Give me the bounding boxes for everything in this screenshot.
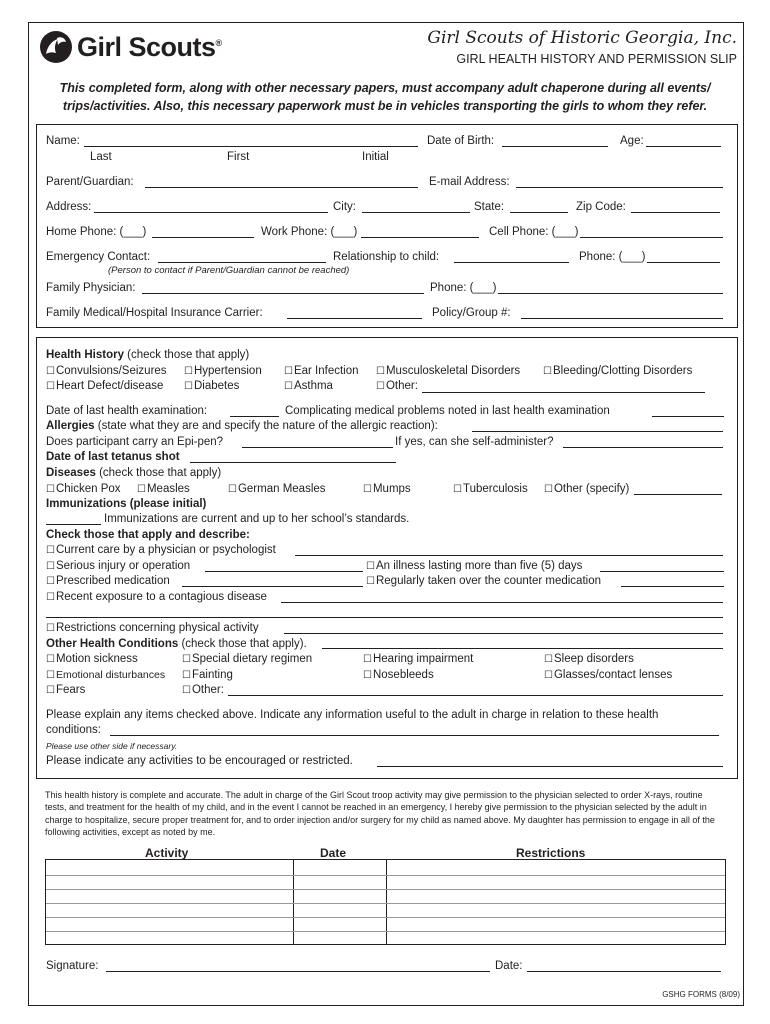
conditions-label: conditions: — [46, 724, 101, 736]
email-label: E-mail Address: — [429, 176, 510, 188]
checkbox-sleep[interactable]: ☐Sleep disorders — [544, 653, 634, 665]
relationship-label: Relationship to child: — [333, 251, 440, 263]
checkbox-measles[interactable]: ☐Measles — [137, 483, 190, 495]
cell-phone-label: Cell Phone: (___) — [489, 226, 579, 238]
table-row[interactable] — [46, 903, 725, 904]
physician-phone-label: Phone: (___) — [430, 282, 497, 294]
checkbox-diabetes[interactable]: ☐Diabetes — [184, 380, 240, 392]
age-field[interactable] — [646, 146, 721, 147]
relationship-field[interactable] — [454, 262, 569, 263]
dob-field[interactable] — [502, 146, 608, 147]
current-care-field[interactable] — [295, 555, 723, 556]
emergency-contact-field[interactable] — [158, 262, 326, 263]
activity-table — [45, 859, 726, 945]
encouraged-label: Please indicate any activities to be encouraged or restricted. — [46, 755, 353, 767]
explain-field[interactable] — [110, 735, 719, 736]
parent-field[interactable] — [145, 187, 418, 188]
last-label: Last — [90, 151, 112, 163]
serious-injury-field[interactable] — [205, 571, 363, 572]
intro-text: This completed form, along with other necessary papers, must accompany adult chaperone during all events/ trips/activities. Also, this necessary paperwork must be in vehicles transporting the girls to whom they refer. — [59, 81, 711, 113]
checkbox-heart[interactable]: ☐Heart Defect/disease — [46, 380, 164, 392]
logo-text: Girl Scouts® — [77, 31, 222, 62]
checkbox-exposure[interactable]: ☐Recent exposure to a contagious disease — [46, 591, 267, 603]
org-name: Girl Scouts of Historic Georgia, Inc. — [427, 28, 737, 48]
checkbox-illness[interactable]: ☐An illness lasting more than five (5) days — [366, 560, 583, 572]
check-describe-heading: Check those that apply and describe: — [46, 529, 250, 541]
checkbox-restrictions[interactable]: ☐Restrictions concerning physical activity — [46, 622, 259, 634]
restrictions-header: Restrictions — [516, 846, 586, 860]
checkbox-other-disease[interactable]: ☐Other (specify) — [544, 483, 630, 495]
checkbox-prescribed[interactable]: ☐Prescribed medication — [46, 575, 170, 587]
checkbox-serious-injury[interactable]: ☐Serious injury or operation — [46, 560, 191, 572]
epipen-field[interactable] — [242, 447, 393, 448]
other-conditions-heading: Other Health Conditions (check those that apply). — [46, 638, 307, 650]
trefoil-logo-icon — [38, 30, 74, 64]
physician-label: Family Physician: — [46, 282, 136, 294]
other-disease-field[interactable] — [634, 494, 722, 495]
insurance-field[interactable] — [287, 318, 422, 319]
form-title: GIRL HEALTH HISTORY AND PERMISSION SLIP — [456, 52, 737, 66]
immunizations-initial-field[interactable] — [46, 524, 101, 525]
table-row[interactable] — [46, 875, 725, 876]
last-exam-label: Date of last health examination: — [46, 405, 208, 417]
checkbox-mumps[interactable]: ☐Mumps — [363, 483, 411, 495]
date-header: Date — [320, 846, 347, 860]
emergency-phone-label: Phone: (___) — [579, 251, 646, 263]
illness-field[interactable] — [600, 571, 724, 572]
zip-field[interactable] — [631, 212, 720, 213]
checkbox-hypertension[interactable]: ☐Hypertension — [184, 365, 262, 377]
insurance-label: Family Medical/Hospital Insurance Carrier: — [46, 307, 263, 319]
address-label: Address: — [46, 201, 92, 213]
table-row[interactable] — [46, 889, 725, 890]
initial-label: Initial — [362, 151, 389, 163]
signature-date-label: Date: — [495, 960, 523, 972]
other-side-note: Please use other side if necessary. — [46, 741, 178, 751]
first-label: First — [227, 151, 250, 163]
restrictions-field[interactable] — [284, 633, 723, 634]
checkbox-musculoskeletal[interactable]: ☐Musculoskeletal Disorders — [376, 365, 521, 377]
signature-field[interactable] — [106, 971, 490, 972]
allergies-heading: Allergies (state what they are and specify the nature of the allergic reaction): — [46, 420, 438, 432]
work-phone-label: Work Phone: (___) — [261, 226, 358, 238]
name-label: Name: — [46, 135, 80, 147]
checkbox-tuberculosis[interactable]: ☐Tuberculosis — [453, 483, 528, 495]
age-label: Age: — [620, 135, 644, 147]
state-field[interactable] — [510, 212, 568, 213]
address-field[interactable] — [94, 212, 328, 213]
city-label: City: — [333, 201, 356, 213]
allergies-field[interactable] — [472, 431, 723, 432]
health-history-heading: Health History (check those that apply) — [46, 349, 250, 361]
checkbox-nosebleeds[interactable]: ☐Nosebleeds — [363, 669, 434, 681]
tetanus-field[interactable] — [190, 462, 396, 463]
checkbox-hearing[interactable]: ☐Hearing impairment — [363, 653, 474, 665]
checkbox-glasses[interactable]: ☐Glasses/contact lenses — [544, 669, 673, 681]
complicating-label: Complicating medical problems noted in last health examination — [285, 405, 610, 417]
dob-label: Date of Birth: — [427, 135, 495, 147]
last-exam-field[interactable] — [230, 416, 279, 417]
checkbox-chicken-pox[interactable]: ☐Chicken Pox — [46, 483, 121, 495]
table-row[interactable] — [46, 931, 725, 932]
home-phone-label: Home Phone: (___) — [46, 226, 147, 238]
otc-field[interactable] — [621, 586, 724, 587]
self-admin-field[interactable] — [563, 447, 723, 448]
explain-text: Please explain any items checked above. Indicate any information useful to the adult in charge in relation to these health — [46, 709, 659, 721]
checkbox-asthma[interactable]: ☐Asthma — [284, 380, 333, 392]
table-row[interactable] — [46, 917, 725, 918]
signature-date-field[interactable] — [527, 971, 721, 972]
work-phone-field[interactable] — [361, 237, 479, 238]
other-history-field[interactable] — [422, 392, 705, 393]
checkbox-fears[interactable]: ☐Fears — [46, 684, 86, 696]
zip-label: Zip Code: — [576, 201, 626, 213]
home-phone-field[interactable] — [152, 237, 254, 238]
name-field[interactable] — [84, 146, 418, 147]
checkbox-otc[interactable]: ☐Regularly taken over the counter medication — [366, 575, 601, 587]
checkbox-fainting[interactable]: ☐Fainting — [182, 669, 233, 681]
tetanus-label: Date of last tetanus shot — [46, 451, 180, 463]
signature-label: Signature: — [46, 960, 99, 972]
checkbox-motion-sickness[interactable]: ☐Motion sickness — [46, 653, 138, 665]
epipen-label: Does participant carry an Epi-pen? — [46, 436, 224, 448]
form-code: GSHG FORMS (8/09) — [662, 990, 740, 999]
other-condition-field[interactable] — [228, 695, 723, 696]
permission-text: This health history is complete and accurate. The adult in charge of the Girl Scout troop activity may give permission to the physician selected to order X-rays, routine tests, and treatment for the health of my child, and in the event I cannot be reached in an emergency, I hereby give permission to the physician selected by the adult in charge to hospitalize, secure proper treatment for, and to order injection and/or surgery for my child as named above. My daughter has permission to engage in all of the following activities, except as noted by me. — [45, 790, 715, 837]
email-field[interactable] — [516, 187, 723, 188]
policy-field[interactable] — [521, 318, 723, 319]
exposure-field[interactable] — [281, 602, 723, 603]
checkbox-other-history[interactable]: ☐Other: — [376, 380, 418, 392]
cell-phone-field[interactable] — [580, 237, 723, 238]
checkbox-bleeding[interactable]: ☐Bleeding/Clotting Disorders — [543, 365, 693, 377]
checkbox-emotional[interactable]: ☐Emotional disturbances — [46, 669, 166, 681]
complicating-field[interactable] — [652, 416, 724, 417]
activity-header: Activity — [145, 846, 189, 860]
immunizations-heading: Immunizations (please initial) — [46, 498, 207, 510]
checkbox-other-condition[interactable]: ☐Other: — [182, 684, 224, 696]
immunizations-text: Immunizations are current and up to her school’s standards. — [104, 513, 410, 525]
city-field[interactable] — [362, 212, 470, 213]
prescribed-field[interactable] — [182, 586, 363, 587]
state-label: State: — [474, 201, 505, 213]
exposure-field-line2[interactable] — [46, 617, 723, 618]
physician-field[interactable] — [142, 293, 424, 294]
emergency-contact-label: Emergency Contact: — [46, 251, 151, 263]
checkbox-convulsions[interactable]: ☐Convulsions/Seizures — [46, 365, 167, 377]
checkbox-current-care[interactable]: ☐Current care by a physician or psychologist — [46, 544, 276, 556]
physician-phone-field[interactable] — [498, 293, 723, 294]
encouraged-field[interactable] — [377, 766, 723, 767]
diseases-heading: Diseases (check those that apply) — [46, 467, 222, 479]
checkbox-german-measles[interactable]: ☐German Measles — [228, 483, 326, 495]
policy-label: Policy/Group #: — [432, 307, 511, 319]
emergency-note: (Person to contact if Parent/Guardian cannot be reached) — [108, 265, 350, 276]
checkbox-ear-infection[interactable]: ☐Ear Infection — [284, 365, 359, 377]
parent-label: Parent/Guardian: — [46, 176, 134, 188]
checkbox-dietary[interactable]: ☐Special dietary regimen — [182, 653, 313, 665]
other-conditions-field[interactable] — [322, 648, 723, 649]
self-admin-label: If yes, can she self-administer? — [395, 436, 554, 448]
girl-scouts-logo — [38, 30, 222, 64]
emergency-phone-field[interactable] — [647, 262, 720, 263]
